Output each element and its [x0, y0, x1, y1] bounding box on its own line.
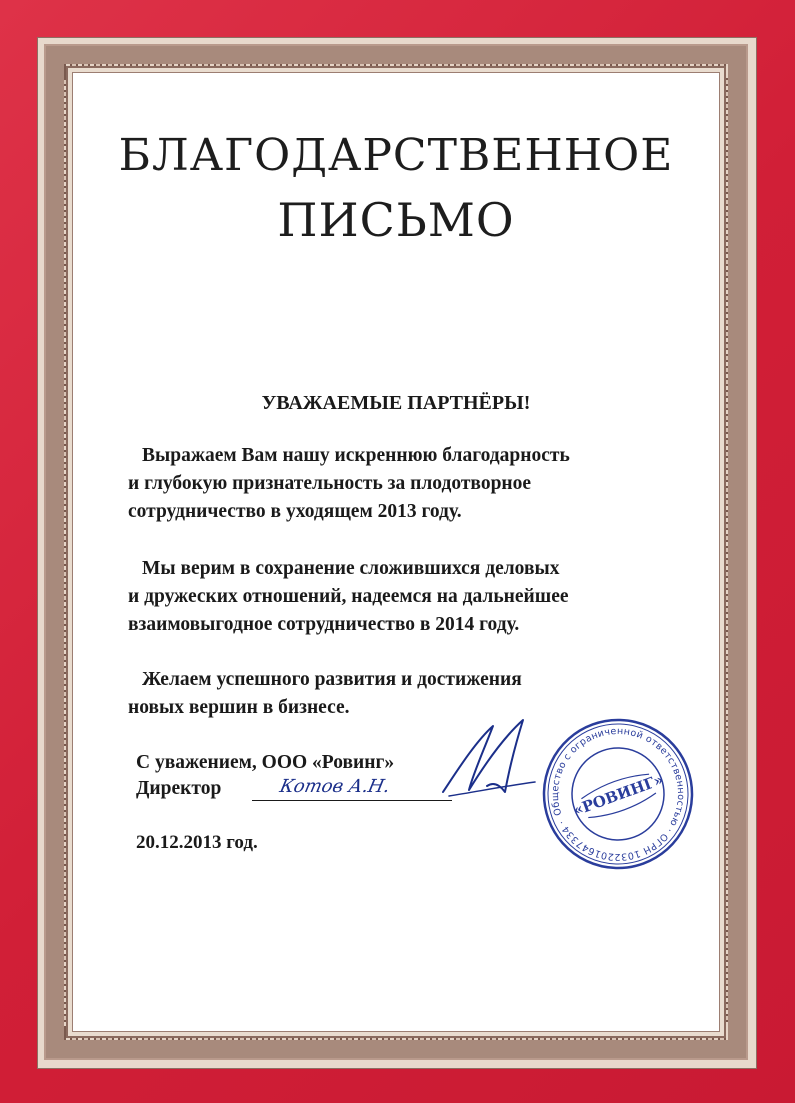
position-label: Директор — [136, 778, 222, 799]
paragraph-line: сотрудничество в уходящем 2013 году. — [128, 501, 462, 522]
svg-text:Общество с ограниченной ответс: Общество с ограниченной ответственностью · ОГРН 1032201647334 · — [549, 725, 687, 863]
title-line-1: БЛАГОДАРСТВЕННОЕ — [118, 130, 674, 181]
handwritten-name: Котов А.Н. — [277, 776, 392, 797]
paragraph-line: Желаем успешного развития и достижения — [142, 669, 522, 690]
paragraph-line: Выражаем Вам нашу искреннюю благодарность — [142, 445, 570, 466]
closing-line: С уважением, ООО «Ровинг» — [136, 752, 395, 773]
svg-text:«РОВИНГ»: «РОВИНГ» — [570, 770, 666, 820]
paragraph-line: новых вершин в бизнесе. — [128, 697, 350, 718]
greeting: УВАЖАЕМЫЕ ПАРТНЁРЫ! — [261, 392, 531, 414]
letter-date: 20.12.2013 год. — [136, 832, 258, 853]
title-line-2: ПИСЬМО — [277, 193, 515, 247]
paragraph-line: Мы верим в сохранение сложившихся деловых — [142, 558, 560, 579]
paragraph-cooperation — [128, 555, 688, 639]
paragraph-line: взаимовыгодное сотрудничество в 2014 году. — [128, 614, 520, 635]
paragraph-line: и глубокую признательность за плодотворное — [128, 473, 532, 494]
company-seal-stamp — [538, 714, 698, 874]
signature-line — [252, 800, 452, 801]
paragraph-line: и дружеских отношений, надеемся на дальнейшее — [128, 586, 569, 607]
signature-scribble — [435, 712, 545, 802]
paragraph-gratitude — [128, 442, 688, 526]
